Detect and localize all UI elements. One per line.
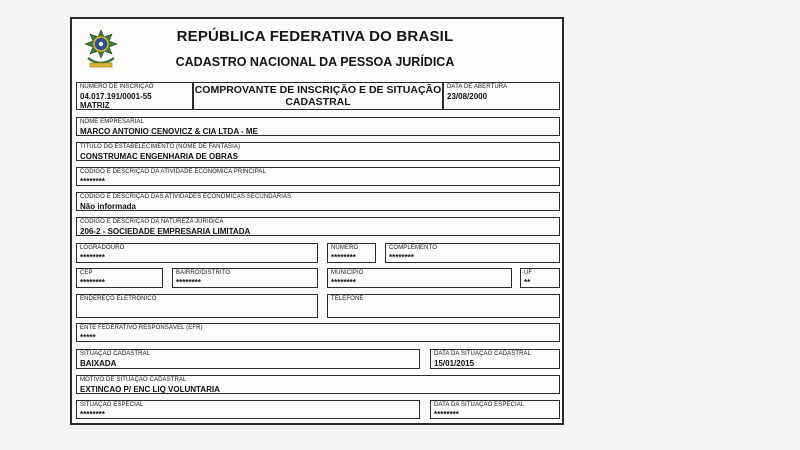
bairro-box <box>172 268 318 288</box>
telefone-box <box>327 294 560 318</box>
complemento-label: COMPLEMENTO <box>389 245 437 251</box>
atividades-secundarias-label: CÓDIGO E DESCRIÇÃO DAS ATIVIDADES ECONÔMICAS SECUNDÁRIAS <box>80 194 292 200</box>
situacao-label: SITUAÇÃO CADASTRAL <box>80 351 151 357</box>
municipio-box <box>327 268 512 288</box>
document-subtitle: CADASTRO NACIONAL DA PESSOA JURÍDICA <box>175 55 455 69</box>
complemento-value: ******** <box>389 253 414 262</box>
nome-label: NOME EMPRESARIAL <box>80 119 144 125</box>
motivo-value: EXTINCAO P/ ENC LIQ VOLUNTARIA <box>80 385 220 394</box>
complemento-box <box>385 243 560 263</box>
numero-box <box>327 243 376 263</box>
fantasia-value: CONSTRUMAC ENGENHARIA DE OBRAS <box>80 152 238 161</box>
fantasia-box <box>76 142 560 161</box>
comprovante-line2: CADASTRAL <box>285 96 351 108</box>
abertura-label: DATA DE ABERTURA <box>447 84 508 90</box>
municipio-label: MUNICÍPIO <box>331 270 364 276</box>
inscricao-type: MATRIZ <box>80 101 110 110</box>
numero-value: ******** <box>331 253 356 262</box>
logradouro-box <box>76 243 318 263</box>
efr-value: ***** <box>80 333 96 342</box>
atividade-principal-label: CÓDIGO E DESCRIÇÃO DA ATIVIDADE ECONÔMICA PRINCIPAL <box>80 169 266 175</box>
uf-box <box>520 268 560 288</box>
situacao-box <box>76 349 420 369</box>
cep-value: ******** <box>80 278 105 287</box>
data-situacao-especial-box <box>430 400 560 419</box>
inscricao-value: 04.017.191/0001-55 <box>80 92 152 101</box>
email-label: ENDEREÇO ELETRÔNICO <box>80 296 157 302</box>
bairro-label: BAIRRO/DISTRITO <box>176 270 231 276</box>
comprovante-line1: COMPROVANTE DE INSCRIÇÃO E DE SITUAÇÃO <box>194 84 442 96</box>
abertura-box <box>443 82 560 110</box>
data-situacao-box <box>430 349 560 369</box>
natureza-value: 206-2 - SOCIEDADE EMPRESARIA LIMITADA <box>80 227 251 236</box>
situacao-value: BAIXADA <box>80 359 117 368</box>
situacao-especial-box <box>76 400 420 419</box>
inscricao-label: NÚMERO DE INSCRIÇÃO <box>80 84 154 90</box>
atividades-secundarias-box <box>76 192 560 211</box>
atividade-principal-box <box>76 167 560 186</box>
data-situacao-value: 15/01/2015 <box>434 359 475 368</box>
email-box <box>76 294 318 318</box>
telefone-label: TELEFONE <box>331 296 364 302</box>
cep-label: CEP <box>80 270 93 276</box>
natureza-label: CÓDIGO E DESCRIÇÃO DA NATUREZA JURÍDICA <box>80 219 224 225</box>
data-situacao-especial-value: ******** <box>434 410 459 419</box>
atividades-secundarias-value: Não informada <box>80 202 137 211</box>
uf-label: UF <box>524 270 533 276</box>
logradouro-label: LOGRADOURO <box>80 245 125 251</box>
uf-value: ** <box>524 278 531 287</box>
natureza-box <box>76 217 560 236</box>
brazil-coat-of-arms-icon <box>82 28 120 72</box>
data-situacao-especial-label: DATA DA SITUAÇÃO ESPECIAL <box>434 402 525 408</box>
atividade-principal-value: ******** <box>80 177 105 186</box>
situacao-especial-label: SITUAÇÃO ESPECIAL <box>80 402 144 408</box>
motivo-label: MOTIVO DE SITUAÇÃO CADASTRAL <box>80 377 187 383</box>
efr-box <box>76 323 560 342</box>
fantasia-label: TÍTULO DO ESTABELECIMENTO (NOME DE FANTASIA) <box>80 144 241 150</box>
cep-box <box>76 268 163 288</box>
comprovante-box <box>193 82 443 110</box>
inscricao-box <box>76 82 193 110</box>
abertura-value: 23/08/2000 <box>447 92 488 101</box>
logradouro-value: ******** <box>80 253 105 262</box>
document-title: REPÚBLICA FEDERATIVA DO BRASIL <box>176 28 454 45</box>
numero-label: NÚMERO <box>331 245 359 251</box>
data-situacao-label: DATA DA SITUAÇÃO CADASTRAL <box>434 351 532 357</box>
nome-box <box>76 117 560 136</box>
comprovante-title <box>194 84 442 108</box>
nome-value: MARCO ANTONIO CENOVICZ & CIA LTDA - ME <box>80 127 258 136</box>
municipio-value: ******** <box>331 278 356 287</box>
bairro-value: ******** <box>176 278 201 287</box>
motivo-box <box>76 375 560 394</box>
situacao-especial-value: ******** <box>80 410 105 419</box>
efr-label: ENTE FEDERATIVO RESPONSÁVEL (EFR) <box>80 325 203 331</box>
